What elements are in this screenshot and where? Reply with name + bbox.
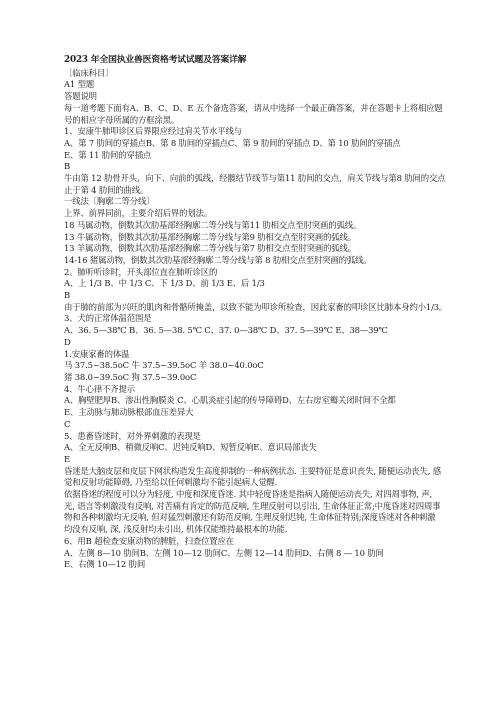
text-line: 昏迷是大脑皮层和皮层下网状构造发生高度抑制的一种病例状态. 主要特征是意识丧失, 随便运动丧失, 感 xyxy=(64,465,441,476)
text-line: 18 马属动物，倒数其次肋基部经胸廓二等分线与第11 肋相交点至肘突画的弧线。 xyxy=(64,219,362,230)
text-line: 14-16 猪属动物，倒数其次肋基部经胸廓二等分线与第 8 肋相交点至肘突画的弧线。 xyxy=(64,254,372,265)
text-line: 上界、前界同前，主要介绍后界的划法。 xyxy=(64,208,213,219)
text-line: E、第 11 肋间的穿插点 xyxy=(64,149,152,160)
text-line: B xyxy=(64,161,71,172)
text-line: A、上 1/3 B、中 1/3 C、下 1/3 D、前 1/3 E、后 1/3 xyxy=(64,278,265,289)
text-line: 3、犬的正常体温范围是 xyxy=(64,313,152,324)
text-line: A、全无反响B、稍微反响C、迟钝反响D、短暂反响E、意识局部丧失 xyxy=(64,442,317,453)
text-line: 觉和反射功能障碍, 乃至给以任何刺激均不能引起病人觉醒. xyxy=(64,477,278,488)
text-line: 均没有反响, 深, 浅反射均未引出, 机体仅能维持最根本的功能. xyxy=(64,524,288,535)
text-line: 马 37.5~38.5oC 牛 37.5~39.5oC 羊 38.0~40.0oC xyxy=(64,360,264,371)
text-line: A1 型题 xyxy=(64,79,95,90)
text-line: A、胸壁肥厚B、渗出性胸膜炎 C、心肌炎症引起的传导障碍D、左右房室瓣关闭时间不全都 xyxy=(64,395,396,406)
text-line: B xyxy=(64,290,71,301)
text-line: 〔临床科目〕 xyxy=(64,67,114,78)
document-title: 2023 年全国执业兽医资格考试试题及答案详解 xyxy=(64,55,247,65)
text-line: 物和各种刺激均无反响, 但对猛烈刺激还有防范反响, 生理反射迟钝, 生命体征特别;深度昏迷对各种刺激 xyxy=(64,512,436,523)
text-line: 依据昏迷的程度可以分为轻度, 中度和深度昏迷. 其中轻度昏迷是指病人随便运动丧失, 对四周事物, 声, xyxy=(64,489,433,500)
text-line: 止于第 4 肋间的曲线。 xyxy=(64,184,149,195)
text-line: A、第 7 肋间的穿插点B、第 8 肋间的穿插点C、第 9 肋间的穿插点 D、第 10 肋间的穿插点 xyxy=(64,137,401,148)
text-line: E、右侧 10—12 肋间 xyxy=(64,559,146,570)
text-line: A、左侧 8—10 肋间B、左侧 10—12 肋间C、左侧 12—14 肋间D、右侧 8 — 10 肋间 xyxy=(64,547,384,558)
text-line: 4、牛心律不齐提示 xyxy=(64,383,135,394)
text-line: 由于肺的前部为兴旺的肌肉和骨骼所掩盖，以致不能为叩诊所检查，因此家畜的叩诊区比肺本身约小1/3。 xyxy=(64,301,448,312)
text-line: D xyxy=(64,336,71,347)
text-line: 号的相应字母所属的方框涂黑。 xyxy=(64,114,180,125)
text-line: C xyxy=(64,418,71,429)
text-line: 1.安康家畜的体温 xyxy=(64,348,130,359)
document-body xyxy=(64,67,448,571)
text-line: E xyxy=(64,453,70,464)
text-line: A、36. 5—38℃ B、36. 5—38. 5℃ C、37. 0—38℃ D、37. 5—39℃ E、38—39℃ xyxy=(64,325,388,336)
text-line: 6、用B 超检查安康动物的脾脏，扫查位置应在 xyxy=(64,535,234,546)
text-line: 一线法〔胸廓二等分线〕 xyxy=(64,196,155,207)
text-line: 5、患畜昏迷时，对外界刺激的表现是 xyxy=(64,430,201,441)
document-page xyxy=(64,55,448,571)
text-line: 每一道考题下面有A、B、C、D、E 五个备选答案，请从中选择一个最正确答案，并在答题卡上将相应题 xyxy=(64,102,443,113)
text-line: 答题说明 xyxy=(64,91,97,102)
text-line: 2、肺听听诊时，开头部位直在肺听诊区的 xyxy=(64,266,218,277)
text-line: 猪 38.0~39.5oC 狗 37.5~39.0oC xyxy=(64,371,197,382)
text-line: 13 羊属动物，倒数其次肋基部经胸廓二等分线与第7 肋相交点至肘突画的弧线。 xyxy=(64,243,356,254)
text-line: 13 牛属动物，倒数其次肋基部经胸廓二等分线与第9 肋相交点至肘突画的弧线。 xyxy=(64,231,356,242)
text-line: E、主动脉与肺动脉根部血压差异大 xyxy=(64,407,194,418)
text-line: 光, 语言等刺激没有反响, 对苦痛有肯定的防范反响, 生理反射可以引出, 生命体征正常;中度昏迷对四周事 xyxy=(64,500,441,511)
text-line: 1、安康牛肺叩诊区后界限应经过肩关节水平线与 xyxy=(64,126,242,137)
text-line: 牛由第 12 肋骨开头，向下、向前的弧线，经髋结节线节与第11 肋间的交点，肩关节线与第8 肋间的交点 xyxy=(64,173,446,184)
